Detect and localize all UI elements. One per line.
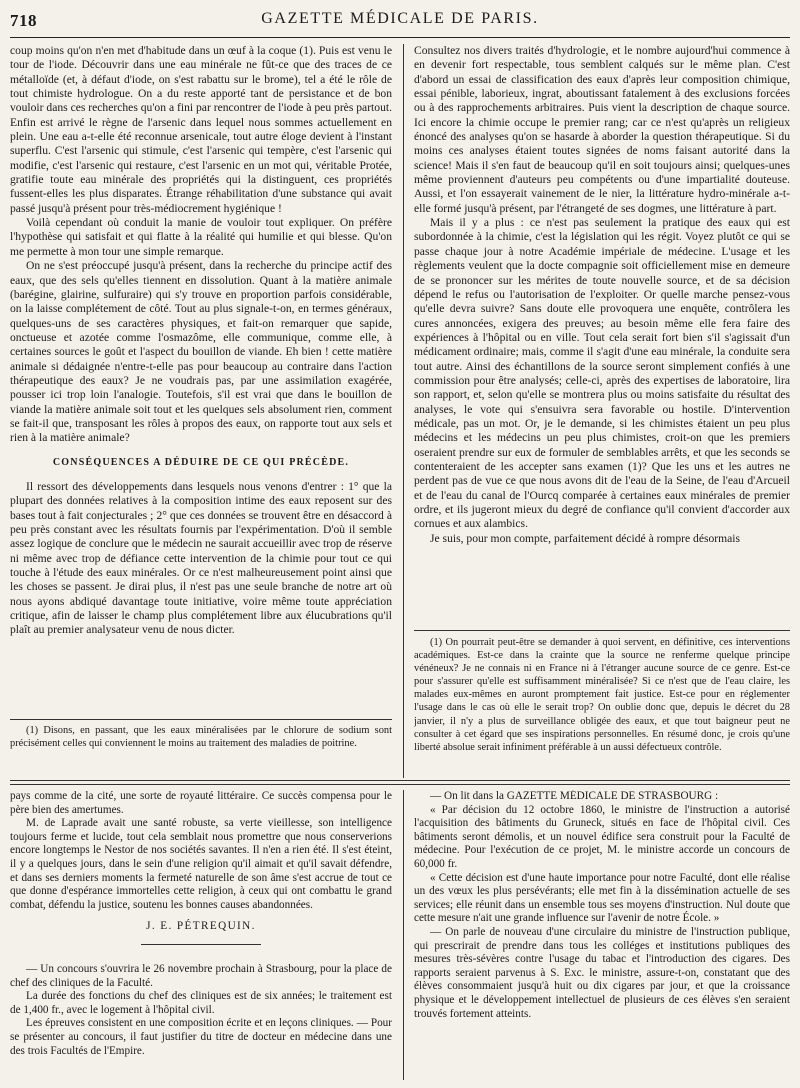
newspaper-page — [10, 8, 790, 1082]
left-footnote — [10, 724, 392, 772]
left-paragraph-3: On ne s'est préoccupé jusqu'à présent, dans la recherche du principe actif des eaux, que des sels qu'elles tiennent en dissolution. Quant à la matière animale (barégine, glairine, sulfuraire) qui s'y trouve en proportion parfois considérable, on la laisse complétement de côté. Tout au plus signale-t-on, en termes généraux, quelques-uns de ses caractères physiques, et fait-on remarquer que sapide, onctueuse et azotée comme l'osmazôme, elle communique, comme elle, à certaines sources le goût et l'aspect du bouillon de viande. Eh bien ! cette matière animale si dédaignée n'entre-t-elle pas pour beaucoup au contraire dans l'action thérapeutique des eaux? Je ne voudrais pas, par une assimilation exagérée, pousser ici trop loin l'analogie. Toutefois, s'il est vrai que dans le bouillon de viande la matière animale soit tout et les quelques sels absolument rien, comment se fait-il que, transposant les rôles à propos des eaux, on rapporte tout aux sels et rien à la matière animale? — [10, 259, 392, 445]
author-signature: J. E. PÉTREQUIN. — [146, 920, 256, 933]
bottom-right-paragraph-1: — On lit dans la GAZETTE MÉDICALE DE STRASBOURG : — [430, 790, 719, 802]
right-paragraph-2: Mais il y a plus : ce n'est pas seulement la pratique des eaux qui est subordonnée à la chimie, c'est la législation qui les régit. Voyez plutôt ce qui se passe chaque jour à notre Académie impériale de médecine. L'usage et les règlements veulent que la docte compagnie soit officiellement mise en demeure de se prononcer sur les mérites de toute nouvelle source, et de sa décision dépend le refus ou l'autorisation de l'exploiter. Or quelle marche pensez-vous qu'elle devra suivre? Sans doute elle provoquera une enquête, contrôlera les cures annoncées, exigera des preuves; au besoin même elle fera faire des expériences à l'hôpital ou en ville. Tout cela serait fort bien s'il s'agissait d'un médicament ordinaire; mais, comme il s'agit d'une eau minérale, la conduite sera tout autre. Ainsi des échantillons de la source seront simplement confiés à une commission pour être analysés; celle-ci, après des expertises de laboratoire, lira son rapport, et, selon qu'elle se montrera plus ou moins satisfaite du résultat des analyses, le vote qui s'ensuivra sera favorable ou hostile. D'intervention médicale, pas un mot. Or, je le demande, si les chimistes étaient un peu plus médecins et les médecins un peu plus chimistes, croit-on que les premiers oseraient prendre sur eux de formuler de semblables arrêts, et que les seconds se contenteraient de les accepter sans examen (1)? Que les uns et les autres ne perdent pas de vue ce que nous avons dit de l'eau de la Seine, de l'eau d'Arcueil et de l'eau du canal de l'Ourcq comparée à certaines eaux minérales de premier ordre, et ils jugeront mieux du degré de confiance qu'il convient d'accorder aux cornues et aux alambics. — [414, 216, 790, 531]
left-column — [10, 44, 392, 714]
lower-column-divider — [403, 790, 404, 1080]
bottom-left-paragraph-5: Les épreuves consistent en une composition écrite et en leçons cliniques. — Pour se présenter au concours, il faut justifier du titre de docteur en médecine dans une des trois Facultés de l'Empire. — [10, 1017, 392, 1057]
left-footnote-text: (1) Disons, en passant, que les eaux minéralisées par le chlorure de sodium sont précisément celles qui conviennent le moins au traitement des maladies de poitrine. — [10, 725, 392, 750]
bottom-left-paragraph-1: pays comme de la cité, une sorte de royauté littéraire. Ce succès compensa pour le père bien des amertumes. — [10, 790, 392, 816]
bottom-left-column — [10, 790, 392, 1080]
left-paragraph-4: Il ressort des développements dans lesquels nous venons d'entrer : 1° que la plupart des données relatives à la composition intime des eaux reposent sur des bases tout à fait conjecturales ; 2° que ces données se trouvent être en désaccord à peu près constant avec les résultats fournis par l'expérimentation. D'où il semble assez logique de conclure que le médecin ne saurait accueillir avec trop de réserve ni même avec trop de défiance cette intervention de la chimie pour tout ce qui touche à l'étude des eaux minérales. Or ce n'est malheureusement point ainsi que les choses se passent. Je dirai plus, il n'est pas une seule branche de notre art où nous ayons abdiqué davantage toute initiative, voire même toute appréciation critique, afin de laisser le champ plus complétement libre aux élucubrations qu'il plaît au premier analysateur venu de nous dicter. — [10, 479, 392, 637]
left-footnote-rule — [10, 719, 392, 720]
feuilleton-rule-1 — [10, 780, 790, 781]
header-rule — [10, 37, 790, 38]
page-number: 718 — [10, 11, 37, 30]
journal-title: GAZETTE MÉDICALE DE PARIS. — [261, 10, 539, 27]
bottom-right-paragraph-4: — On parle de nouveau d'une circulaire du ministre de l'instruction publique, qui prescrirait de prendre dans tous les colléges et institutions publiques des mesures très-sévères contre l'usage du tabac et l'introduction des cigares. Des rapports seraient parvenus à S. Exc. le ministre, assure-t-on, constatant que des élèves consommaient jusqu'à huit ou dix cigares par jour, et que la croissance physique et le développement intellectuel de plusieurs de ces élèves s'en seraient trouvés fortement atteints. — [414, 925, 790, 1020]
right-footnote-rule — [414, 630, 790, 631]
signature-rule — [141, 944, 261, 945]
bottom-left-paragraph-4: La durée des fonctions du chef des cliniques est de six années; le traitement est de 1,400 fr., avec le logement à l'hôpital civil. — [10, 990, 392, 1016]
bottom-right-paragraph-2: « Par décision du 12 octobre 1860, le ministre de l'instruction a autorisé l'acquisition des bâtiments du Gruneck, situés en face de l'hôpital civil. Ces bâtiments seront démolis, et un nouvel édifice sera construit pour la Faculté de médecine. Pour l'exécution de ce projet, M. le ministre accorde un concours de 60,000 fr. — [414, 803, 790, 870]
feuilleton-rule-2 — [10, 784, 790, 785]
left-paragraph-2: Voilà cependant où conduit la manie de vouloir tout expliquer. On préfère l'hypothèse qui satisfait et qui flatte à la réalité qui humilie et qui blesse. Qu'on me permette à mon tour une simple remarque. — [10, 216, 392, 258]
upper-column-divider — [403, 44, 404, 778]
page-header — [10, 8, 790, 34]
right-column — [414, 44, 790, 624]
right-footnote-text: (1) On pourrait peut-être se demander à quoi servent, en définitive, ces interventions académiques. Est-ce dans la crainte que la source ne renferme quelque principe vénéneux? Je ne connais ni en France ni à l'étranger aucune source de ce genre. Est-ce pour s'assurer qu'elle est suffisamment minéralisée? Si ce n'est que de l'eau claire, les malades eux-mêmes en auront promptement fait justice. Est-ce pour en réglementer l'usage dans le cas où elle le serait trop? On oublie donc que, depuis le décret du 28 janvier, il n'y a plus de surveillance obligée des eaux, et que tout baigneur peut ne consulter à cet égard que ses inspirations personnelles. En résumé donc, je crois qu'une liberté absolue serait infiniment préférable à un aussi défectueux contrôle. — [414, 637, 790, 753]
bottom-left-paragraph-3: — Un concours s'ouvrira le 26 novembre prochain à Strasbourg, pour la place de chef des cliniques de la Faculté. — [10, 962, 392, 989]
right-paragraph-3: Je suis, pour mon compte, parfaitement décidé à rompre désormais — [430, 531, 741, 545]
right-paragraph-1: Consultez nos divers traités d'hydrologie, et le nombre aujourd'hui commence à en devenir fort respectable, tous semblent calqués sur le même plan. C'est d'abord un essai de classification des eaux d'après leur composition chimique, essai pénible, laborieux, ingrat, aboutissant fatalement à des exclusions forcées ou à des rapprochements arbitraires. Puis vient la description de chaque source. Ici encore la chimie occupe le premier rang; car ce n'est qu'après un religieux énoncé des analyses qu'on se hasarde à aborder la question thérapeutique. Si du moins ces analyses étaient toutes signées de noms faisant autorité dans la science! Mais il s'en faut de beaucoup qu'il en soit toujours ainsi; quelques-unes même proviennent d'auteurs peu compétents ou d'une impartialité douteuse. Aussi, et l'on essayerait vainement de le nier, la littérature hydro-minérale a-t-elle formé jusqu'à présent, par l'étrangeté de ses dogmes, une littérature à part. — [414, 44, 790, 215]
section-heading: CONSÉQUENCES A DÉDUIRE DE CE QUI PRÉCÈDE. — [52, 456, 350, 468]
left-paragraph-1: coup moins qu'on n'en met d'habitude dans un œuf à la coque (1). Puis est venu le tour de l'iode. Découvrir dans une eau minérale ne fût-ce que des traces de ce métalloïde (et, à défaut d'iode, on s'est rabattu sur le brome), tel a été le rôle de tout chimiste hydrologue. On a du reste apporté tant de persistance et de bon vouloir dans ces recherches qu'on a fini par rencontrer de l'iode à peu près partout. Enfin est arrivé le règne de l'arsenic dans lequel nous sommes actuellement en plein. Une eau a-t-elle été reconnue arsenicale, tout autre éloge devient à l'instant superflu. C'est l'arsenic qui stimule, c'est l'arsenic qui tempère, c'est l'arsenic qui modifie, c'est l'arsenic qui restaure, c'est l'arsenic en un mot qui, véritable Protée, gratifie toute eau minérale des propriétés qui la distinguent, ces propriétés fussent-elles les plus disparates. Étrange réhabilitation d'une substance qui avait passé jusqu'à présent pour très-médiocrement hygiénique ! — [10, 44, 392, 215]
right-footnote — [414, 636, 790, 776]
bottom-right-paragraph-3: « Cette décision est d'une haute importance pour notre Faculté, dont elle réalise un des vœux les plus persévérants; elle met fin à la dissémination actuelle de ses services; elle réunit dans un ensemble tous ses moyens d'instruction. Nul doute que cette mesure n'ait une grande influence sur l'avenir de notre École. » — [414, 871, 790, 925]
bottom-left-paragraph-2: M. de Laprade avait une santé robuste, sa verte vieillesse, son intelligence toujours ferme et lucide, tout cela semblait nous promettre que nous conserverions encore longtemps le Nestor de nos sociétés savantes. Il n'en a rien été. Il s'est éteint, il y a quelques jours, dans le sein d'une religion qu'il aimait et qu'il savait défendre, et dans ses derniers moments la fermeté naturelle de son âme s'est accrue de tout ce que donne d'espérance immortelles cette religion, à ceux qui ont combattu le grand combat, défendu la justice, soutenu les bonnes causes abandonnées. — [10, 817, 392, 911]
bottom-right-column — [414, 790, 790, 1080]
